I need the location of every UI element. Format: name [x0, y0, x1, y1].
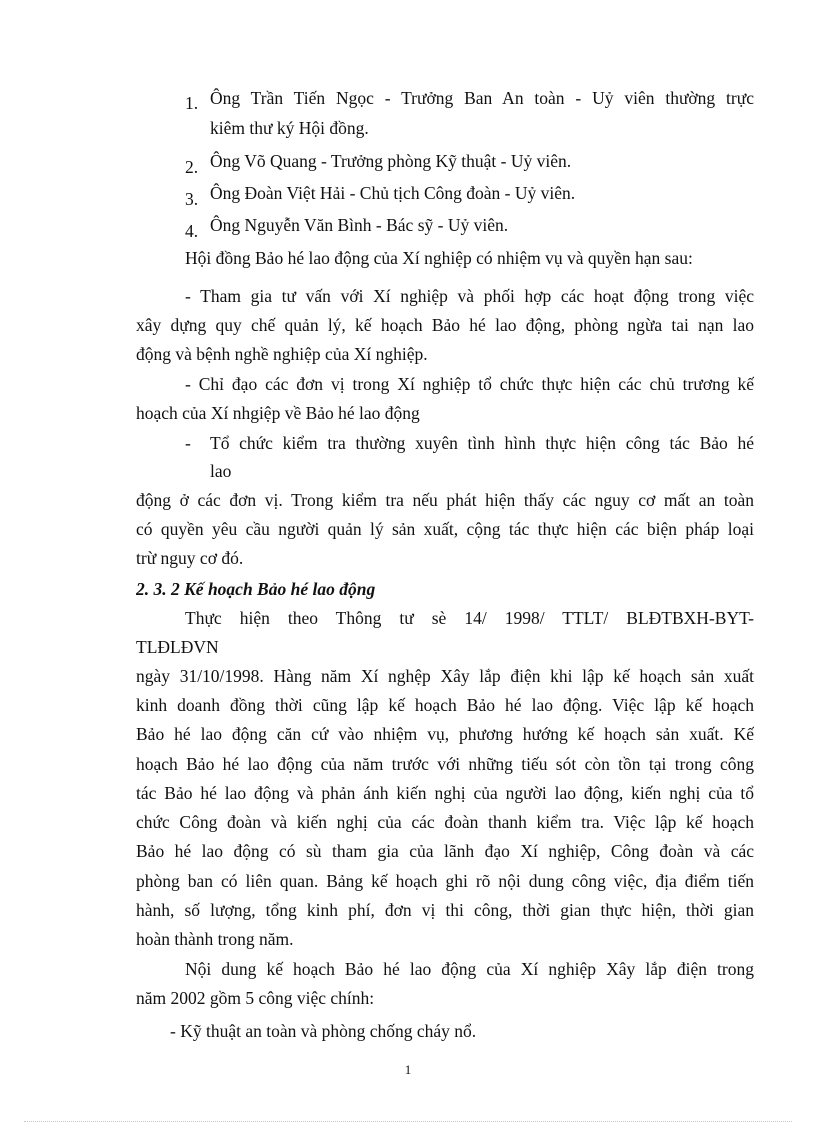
paragraph-line: hoạch của Xí nhgiệp về Bảo hé lao động [136, 403, 420, 423]
list-item-text: Ông Võ Quang - Trưởng phòng Kỹ thuật - Uỷ viên. [210, 151, 572, 171]
list-number: 4. [185, 221, 199, 241]
bullet-line: - Kỹ thuật an toàn và phòng chống cháy nổ. [170, 1021, 477, 1041]
list-item-text: Ông Trần Tiến Ngọc - Trưởng Ban An toàn - Uỷ viên thường trực [210, 88, 754, 108]
list-item-text: Ông Đoàn Việt Hải - Chủ tịch Công đoàn - Uỷ viên. [210, 183, 576, 203]
list-item-text: kiêm thư ký Hội đồng. [210, 118, 369, 138]
list-number: 1. [185, 93, 199, 113]
paragraph-line: - Chỉ đạo các đơn vị trong Xí nghiệp tổ chức thực hiện các chủ trương kế [185, 374, 754, 394]
paragraph-line: trừ nguy cơ đó. [136, 548, 244, 568]
paragraph-line: hoạch Bảo hé lao động của năm trước với những tiếu sót còn tồn tại trong công [136, 754, 754, 774]
paragraph-line: kinh doanh đồng thời cũng lập kế hoạch Bảo hé lao động. Việc lập kế hoạch [136, 695, 754, 715]
paragraph-line: hành, số lượng, tổng kinh phí, đơn vị thi công, thời gian thực hiện, thời gian [136, 900, 754, 920]
paragraph-line: chức Công đoàn và kiến nghị của các đoàn thanh kiểm tra. Việc lập kế hoạch [136, 812, 754, 832]
list-number: 2. [185, 157, 199, 177]
list-number: 3. [185, 189, 199, 209]
paragraph-line: có quyền yêu cầu người quản lý sản xuất, cộng tác thực hiện các biện pháp loại [136, 519, 754, 539]
list-item-text: Ông Nguyễn Văn Bình - Bác sỹ - Uỷ viên. [210, 215, 509, 235]
paragraph-line: Bảo hé lao động căn cứ vào nhiệm vụ, phương hướng kế hoạch sản xuất. Kế [136, 724, 754, 744]
paragraph-line: ngày 31/10/1998. Hàng năm Xí nghệp Xây lắp điện khi lập kế hoạch sản xuất [136, 666, 754, 686]
list-dash: - [185, 433, 191, 453]
paragraph-line: Nội dung kế hoạch Bảo hé lao động của Xí nghiệp Xây lắp điện trong [185, 959, 754, 979]
paragraph-line: Thực hiện theo Thông tư sè 14/ 1998/ TTLT/ BLĐTBXH-BYT- [185, 608, 754, 628]
duties-intro: Hội đồng Bảo hé lao động của Xí nghiệp có nhiệm vụ và quyền hạn sau: [185, 248, 693, 268]
page-number: 1 [404, 1062, 412, 1077]
paragraph-line: lao [210, 461, 232, 481]
paragraph-line: hoàn thành trong năm. [136, 929, 294, 949]
paragraph-line: xây dựng quy chế quản lý, kế hoạch Bảo hé lao động, phòng ngừa tai nạn lao [136, 315, 754, 335]
paragraph-line: năm 2002 gồm 5 công việc chính: [136, 988, 375, 1008]
paragraph-line: phòng ban có liên quan. Bảng kế hoạch ghi rõ nội dung công việc, địa điểm tiến [136, 871, 754, 891]
paragraph-line: động ở các đơn vị. Trong kiểm tra nếu phát hiện thấy các nguy cơ mất an toàn [136, 490, 754, 510]
paragraph-line: - Tham gia tư vấn với Xí nghiệp và phối hợp các hoạt động trong việc [185, 286, 754, 306]
paragraph-line: Bảo hé lao động có sù tham gia của lãnh đạo Xí nghiệp, Công đoàn và các [136, 841, 754, 861]
paragraph-line: TLĐLĐVN [136, 637, 219, 657]
section-heading: 2. 3. 2 Kế hoạch Bảo hé lao động [136, 579, 376, 599]
paragraph-line: động và bệnh nghề nghiệp của Xí nghiệp. [136, 344, 428, 364]
paragraph-line: tác Bảo hé lao động và phản ánh kiến nghị của người lao động, kiến nghị của tổ [136, 783, 754, 803]
paragraph-line: Tổ chức kiểm tra thường xuyên tình hình thực hiện công tác Bảo hé [210, 433, 754, 453]
page-bottom-rule [24, 1121, 792, 1122]
